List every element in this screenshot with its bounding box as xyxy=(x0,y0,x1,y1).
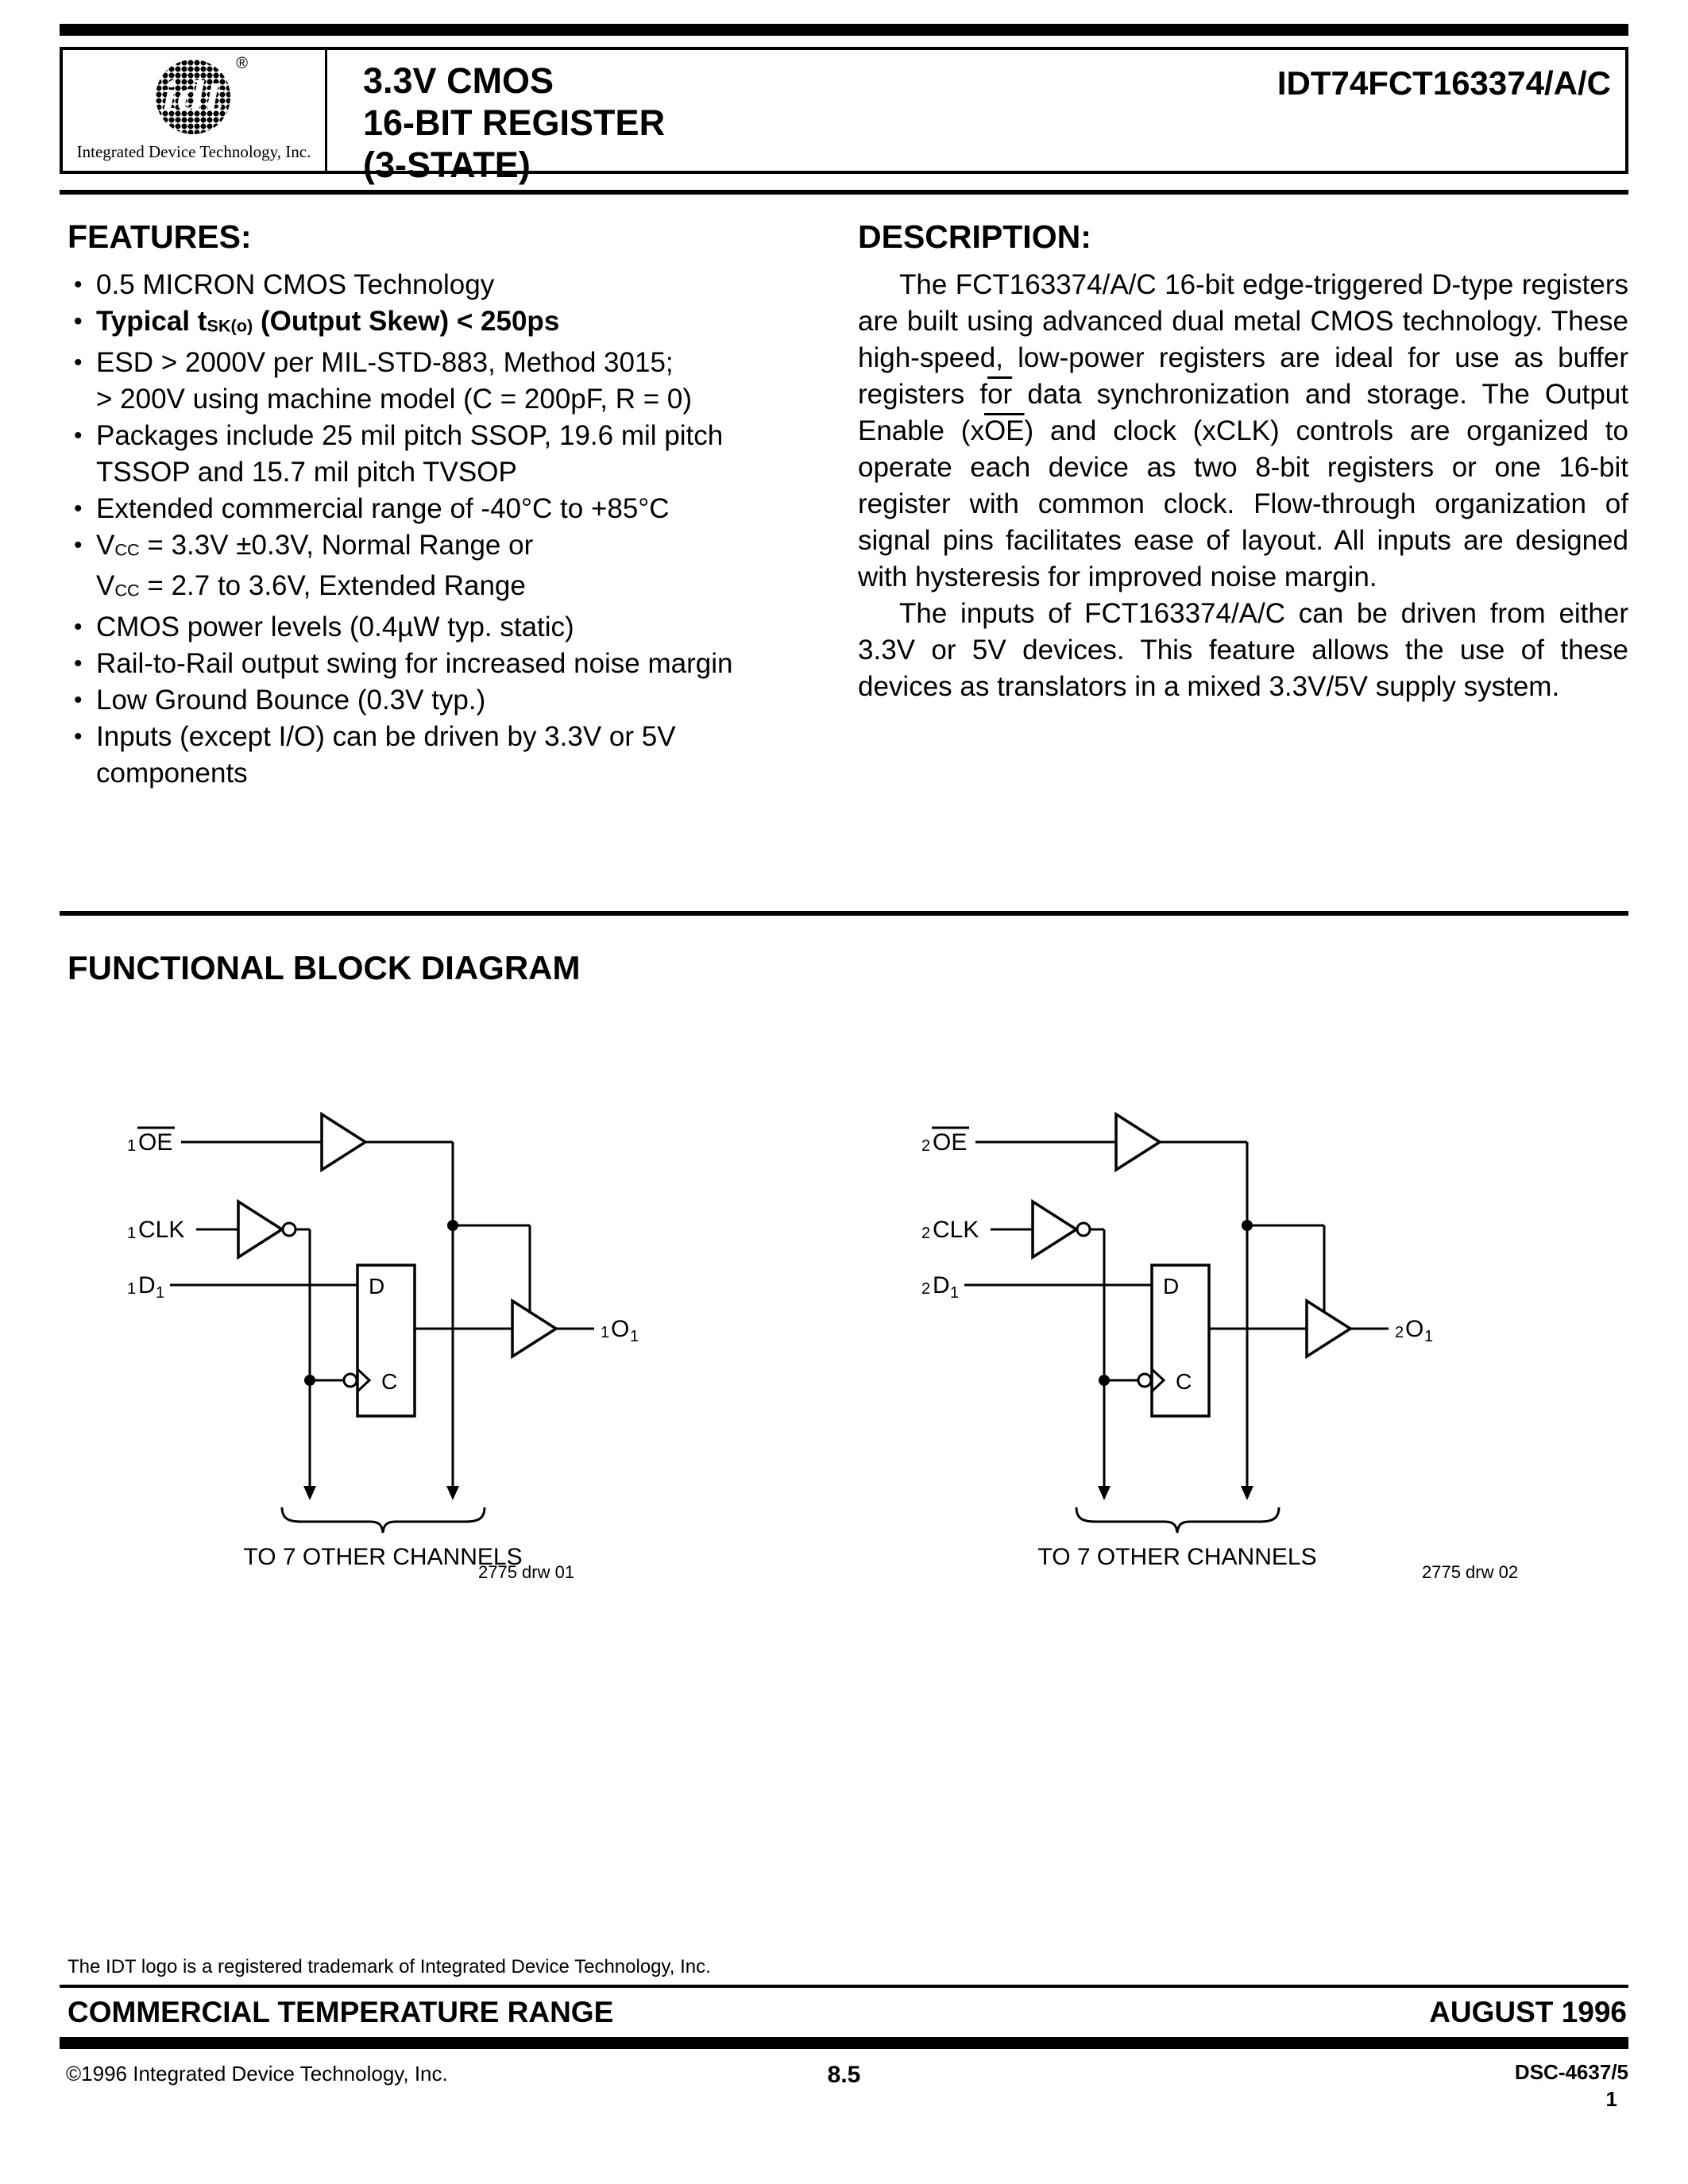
d1-bit-label: 1 xyxy=(156,1284,165,1302)
functional-block-diagram-heading: FUNCTIONAL BLOCK DIAGRAM xyxy=(68,949,581,987)
description-paragraph-2: The inputs of FCT163374/A/C can be driven from either 3.3V or 5V devices. This feature allows the use of these devices as translators in a mixed 3.3V/5V supply system. xyxy=(858,598,1628,702)
feature-subscript: CC xyxy=(114,539,140,560)
header xyxy=(60,47,1628,185)
features-list xyxy=(68,267,822,792)
idt-logo-circle xyxy=(156,60,230,134)
doc-title-line1: 3.3V CMOS xyxy=(363,60,554,101)
features-section xyxy=(68,218,822,792)
doc-title-line2: 16-BIT REGISTER xyxy=(363,102,666,143)
flipflop-d-pin-label: D xyxy=(369,1274,385,1299)
feature-text: Low Ground Bounce (0.3V typ.) xyxy=(96,685,486,716)
feature-text: Inputs (except I/O) can be driven by 3.3V or 5V xyxy=(96,721,676,753)
feature-item xyxy=(68,527,822,609)
description-section xyxy=(858,218,1628,792)
drawing-caption: 2775 drw 02 xyxy=(1422,1562,1519,1583)
oe-overline-text: $\overline{OE}$ xyxy=(983,415,1025,446)
clk1-prefix-label: 1 xyxy=(127,1225,137,1243)
feature-item xyxy=(68,491,822,527)
feature-text: TSSOP and 15.7 mil pitch TVSOP xyxy=(96,456,517,488)
feature-text: V xyxy=(96,570,115,602)
feature-text: = 3.3V ±0.3V, Normal Range or xyxy=(139,529,534,561)
clk-inverter-gate xyxy=(1033,1202,1076,1257)
top-rule-bar xyxy=(60,24,1628,36)
functional-block-diagrams xyxy=(119,1106,1688,1583)
oe-down-arrow xyxy=(1241,1486,1253,1500)
d1-prefix-label: 1 xyxy=(127,1280,137,1298)
clk-down-arrow xyxy=(303,1486,316,1500)
fanout-brace xyxy=(282,1507,485,1533)
clk-inverter-bubble xyxy=(1077,1223,1090,1236)
document-number-block xyxy=(1515,2059,1628,2113)
o1-label: O xyxy=(611,1316,630,1343)
oe-down-arrow xyxy=(446,1486,459,1500)
feature-item xyxy=(68,345,822,418)
feature-subscript: CC xyxy=(114,581,140,601)
description-paragraph-1 xyxy=(858,267,1628,596)
d2-prefix-label: 2 xyxy=(921,1280,931,1298)
clk-down-arrow xyxy=(1098,1486,1111,1500)
feature-item xyxy=(68,418,822,491)
d2-bit-label: 1 xyxy=(950,1284,960,1302)
feature-item xyxy=(68,267,822,303)
flipflop-clock-bubble xyxy=(1138,1374,1151,1387)
oe1-label: OE xyxy=(138,1129,173,1156)
block-diagram-channel-1 xyxy=(119,1106,755,1583)
feature-text: components xyxy=(96,758,248,789)
feature-text: Packages include 25 mil pitch SSOP, 19.6 mil pitch xyxy=(96,419,724,451)
flipflop-c-pin-label: C xyxy=(1176,1369,1192,1395)
flipflop-clock-bubble xyxy=(344,1374,357,1387)
page-number: 1 xyxy=(1605,2087,1617,2111)
publication-date: AUGUST 1996 xyxy=(1429,1996,1627,2028)
feature-text: V xyxy=(96,529,115,561)
d1-label: D xyxy=(138,1272,156,1299)
clk-inverter-bubble xyxy=(283,1223,295,1236)
feature-text: > 200V using machine model (C = 200pF, R = 0) xyxy=(96,383,693,415)
description-text: The FCT163374/A/C 16-bit edge-triggered D-type registers are built using advanced dual metal CMOS technology. These high-speed, low-power registers are ideal for use as buffer registers f xyxy=(858,269,1628,410)
feature-text: Typical t xyxy=(96,306,207,337)
oe-buffer-gate xyxy=(322,1114,365,1170)
feature-item xyxy=(68,682,822,719)
idt-logo-text: idt xyxy=(162,73,224,120)
oe-buffer-gate xyxy=(1116,1114,1160,1170)
trademark-note: The IDT logo is a registered trademark of Integrated Device Technology, Inc. xyxy=(68,1956,711,1978)
description-text: data synchronization and storage. The Output Enable (x xyxy=(858,379,1628,446)
idt-logo xyxy=(156,54,248,136)
description-text: ) and clock (xCLK) controls are organized to operate each device as two 8-bit registers or one 16-bit register with common clock. Flow-through organization of signal pins facilitates ease of layout. All inputs are designed with hysteresis for improved noise margin. xyxy=(858,415,1628,592)
feature-item xyxy=(68,303,822,345)
document-number: DSC-4637/5 xyxy=(1514,2060,1628,2084)
description-overline-text: $\overline{or}$ xyxy=(987,379,1013,410)
feature-text: Extended commercial range of -40°C to +85°C xyxy=(96,492,670,524)
description-heading: DESCRIPTION: xyxy=(858,218,1091,255)
section-number: 8.5 xyxy=(827,2062,861,2088)
copyright-text: ©1996 Integrated Device Technology, Inc. xyxy=(66,2062,448,2086)
feature-text: (Output Skew) < 250ps xyxy=(253,306,560,337)
o1-bit-label: 1 xyxy=(630,1328,639,1346)
page-footer xyxy=(60,1956,1628,2114)
o2-label: O xyxy=(1405,1316,1424,1343)
feature-item xyxy=(68,646,822,682)
footer-bar xyxy=(60,2037,1628,2049)
feature-text: ESD > 2000V per MIL-STD-883, Method 3015; xyxy=(96,346,674,378)
temperature-range: COMMERCIAL TEMPERATURE RANGE xyxy=(68,1996,614,2028)
temperature-range-row xyxy=(60,1988,1628,2037)
feature-text: Rail-to-Rail output swing for increased noise margin xyxy=(96,648,733,680)
footer-bottom-row xyxy=(60,2059,1628,2114)
fanout-brace xyxy=(1076,1507,1279,1533)
feature-description-columns xyxy=(60,218,1628,792)
d2-label: D xyxy=(933,1272,950,1299)
feature-text: = 2.7 to 3.6V, Extended Range xyxy=(139,570,526,602)
clk2-prefix-label: 2 xyxy=(921,1225,931,1243)
header-divider-rule xyxy=(60,190,1628,195)
section-divider-rule xyxy=(60,911,1628,916)
clk2-label: CLK xyxy=(933,1217,979,1244)
doc-title-line3: (3-STATE) xyxy=(363,145,531,185)
fanout-note: TO 7 OTHER CHANNELS xyxy=(1037,1544,1317,1571)
o2-bit-label: 1 xyxy=(1424,1328,1434,1346)
feature-subscript: SK(o) xyxy=(207,315,253,336)
part-number: IDT74FCT163374/A/C xyxy=(1277,64,1611,102)
clk-inverter-gate xyxy=(238,1202,282,1257)
oe2-label: OE xyxy=(933,1129,968,1156)
o2-prefix-label: 2 xyxy=(1395,1324,1404,1342)
oe2-prefix-label: 2 xyxy=(921,1137,931,1156)
logo-cell xyxy=(63,50,327,171)
block-diagram-channel-2 xyxy=(914,1106,1549,1583)
output-buffer-gate xyxy=(512,1301,556,1356)
registered-trademark-symbol: ® xyxy=(236,54,248,72)
o1-prefix-label: 1 xyxy=(601,1324,610,1342)
feature-item xyxy=(68,719,822,792)
oe1-prefix-label: 1 xyxy=(127,1137,137,1156)
features-heading: FEATURES: xyxy=(68,218,252,255)
feature-text: 0.5 MICRON CMOS Technology xyxy=(96,269,495,300)
clk1-label: CLK xyxy=(138,1217,185,1244)
flipflop-d-pin-label: D xyxy=(1163,1274,1180,1299)
company-name: Integrated Device Technology, Inc. xyxy=(76,141,311,161)
feature-item xyxy=(68,609,822,646)
feature-text: CMOS power levels (0.4µW typ. static) xyxy=(96,612,574,643)
flipflop-c-pin-label: C xyxy=(381,1369,398,1395)
drawing-caption: 2775 drw 01 xyxy=(478,1562,575,1583)
fanout-note: TO 7 OTHER CHANNELS xyxy=(243,1544,523,1571)
output-buffer-gate xyxy=(1307,1301,1350,1356)
